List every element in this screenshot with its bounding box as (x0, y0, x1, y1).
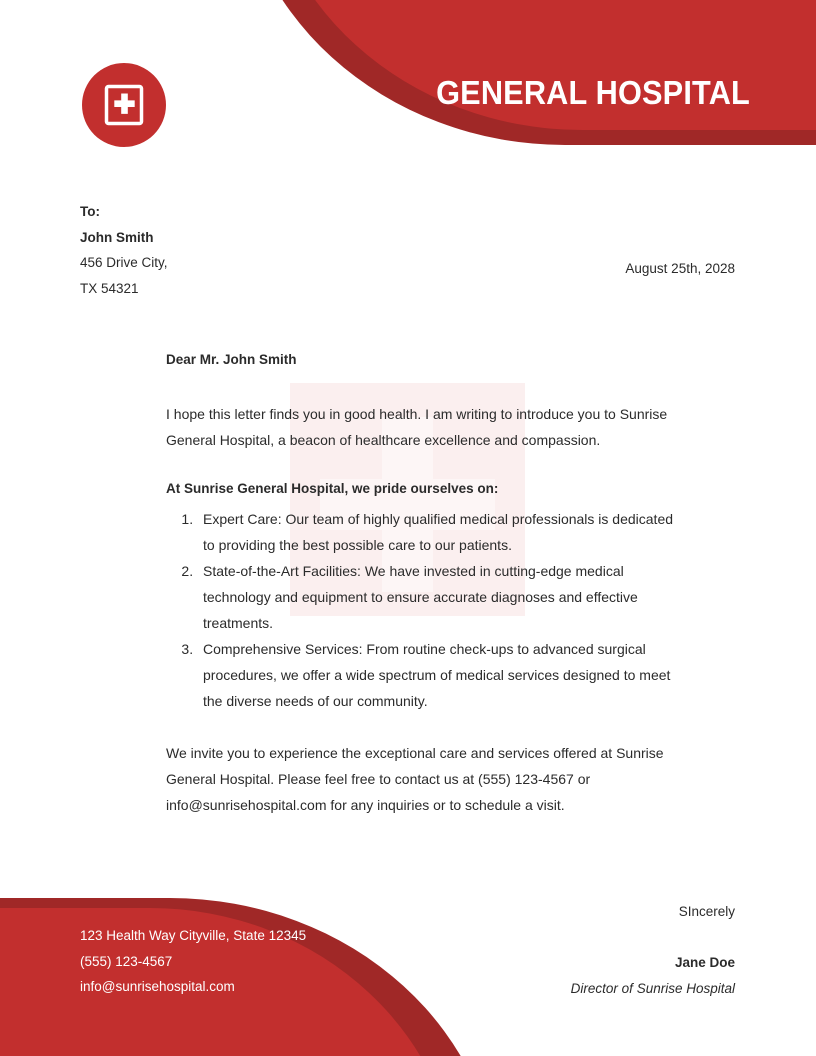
list-item: 1. Expert Care: Our team of highly qualified medical professionals is dedicated to providing the best possible care to our patients. (197, 506, 678, 558)
letter-date: August 25th, 2028 (625, 261, 735, 276)
signature-name: Jane Doe (674, 955, 735, 970)
letter-body (166, 350, 678, 818)
footer-email: info@sunrisehospital.com (80, 979, 235, 994)
footer-contact-block (80, 923, 306, 1000)
signature-role: Director of Sunrise Hospital (570, 981, 735, 996)
intro-paragraph: I hope this letter finds you in good health. I am writing to introduce you to Sunrise General Hospital, a beacon of healthcare excellence and compassion. (166, 406, 668, 448)
recipient-name: John Smith (80, 229, 154, 245)
recipient-label: To: (80, 204, 100, 219)
footer-address: 123 Health Way Cityville, State 12345 (80, 928, 307, 943)
medical-cross-icon (82, 63, 166, 147)
closing-paragraph: We invite you to experience the exceptional care and services offered at Sunrise General Hospital. Please feel free to contact us at (555) 123-4567 or info@sunrisehospital.com for any inquiries or to schedule a visit. (166, 745, 664, 813)
points-list (166, 506, 678, 714)
list-item: 3. Comprehensive Services: From routine check-ups to advanced surgical procedures, we offer a wide spectrum of medical services designed to meet the diverse needs of our community. (197, 636, 678, 714)
signature-block (435, 902, 735, 999)
salutation: Dear Mr. John Smith (166, 352, 297, 367)
recipient-address-line-1: 456 Drive City, (80, 255, 168, 270)
recipient-address-line-2: TX 54321 (80, 280, 139, 296)
list-item: 2. State-of-the-Art Facilities: We have invested in cutting-edge medical technology and equipment to ensure accurate diagnoses and effective treatments. (197, 558, 678, 636)
signature-closing-word: SIncerely (678, 904, 735, 919)
points-lead-in: At Sunrise General Hospital, we pride ourselves on: (166, 481, 499, 496)
recipient-block (80, 199, 168, 301)
page-title: GENERAL HOSPITAL (436, 74, 750, 111)
hospital-logo (82, 63, 166, 147)
footer-phone: (555) 123-4567 (80, 953, 173, 969)
